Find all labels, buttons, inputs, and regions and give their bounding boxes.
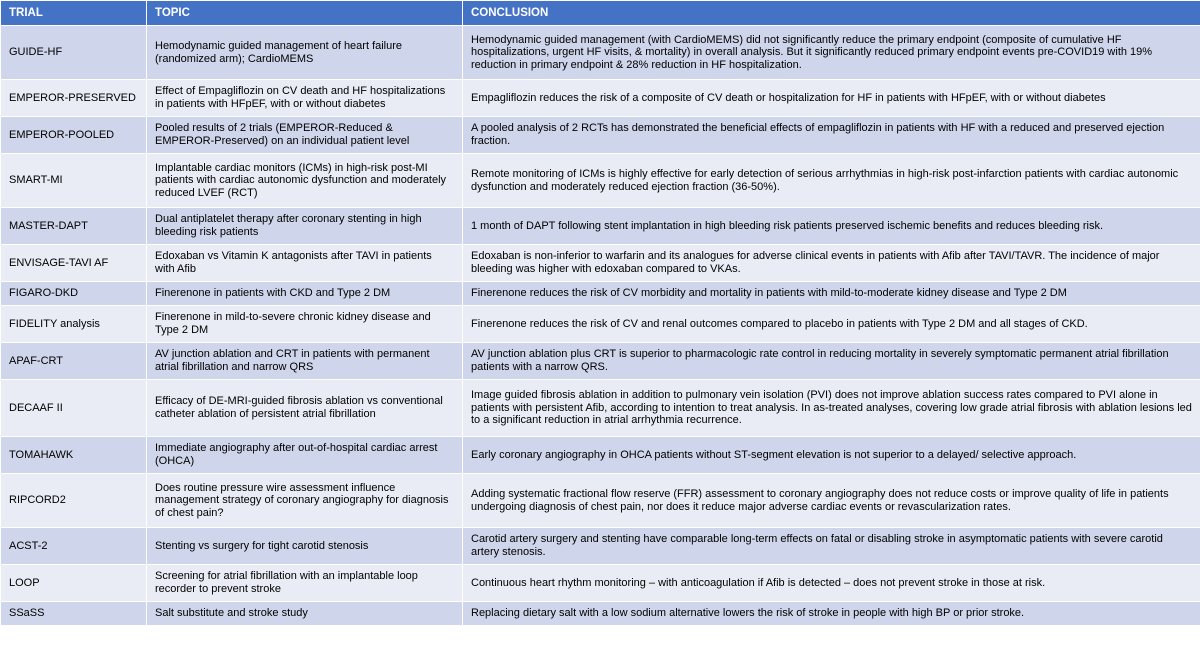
table-row — [1, 80, 1200, 117]
trial-cell: GUIDE-HF — [1, 26, 147, 80]
table-row — [1, 117, 1200, 154]
trial-cell: FIGARO-DKD — [1, 282, 147, 306]
conclusion-cell: Hemodynamic guided management (with CardioMEMS) did not significantly reduce the primary endpoint (composite of cumulative HF hospitalizations, urgent HF visits, & mortality) in overall analysis. But it significantly reduced primary endpoint events pre-COVID19 with 19% reduction in primary endpoint & 28% reduction in HF hospitalization. — [463, 26, 1200, 80]
topic-cell: Effect of Empagliflozin on CV death and HF hospitalizations in patients with HFpEF, with or without diabetes — [147, 80, 463, 117]
table-row — [1, 282, 1200, 306]
conclusion-cell: Carotid artery surgery and stenting have comparable long-term effects on fatal or disabling stroke in asymptomatic patients with severe carotid artery stenosis. — [463, 528, 1200, 565]
conclusion-cell: Remote monitoring of ICMs is highly effective for early detection of serious arrhythmias in high-risk post-infarction patients with cardiac autonomic dysfunction and moderately reduced ejection fraction (36-50%). — [463, 154, 1200, 208]
trial-cell: SSaSS — [1, 602, 147, 626]
header-trial: TRIAL — [1, 1, 147, 26]
table-row — [1, 26, 1200, 80]
conclusion-cell: Edoxaban is non-inferior to warfarin and its analogues for adverse clinical events in patients with Afib after TAVI/TAVR. The incidence of major bleeding was higher with edoxaban compared to VKAs. — [463, 245, 1200, 282]
trial-cell: RIPCORD2 — [1, 474, 147, 528]
topic-cell: Finerenone in mild-to-severe chronic kidney disease and Type 2 DM — [147, 306, 463, 343]
conclusion-cell: Image guided fibrosis ablation in addition to pulmonary vein isolation (PVI) does not improve ablation success rates compared to PVI alone in patients with persistent Afib, according to intention to treat analysis. In as-treated analyses, covering low grade atrial fibrosis with ablation lesions led to a significant reduction in atrial arrhythmia recurrence. — [463, 380, 1200, 437]
header-topic: TOPIC — [147, 1, 463, 26]
conclusion-cell: Empagliflozin reduces the risk of a composite of CV death or hospitalization for HF in patients with HFpEF, with or without diabetes — [463, 80, 1200, 117]
conclusion-cell: Finerenone reduces the risk of CV and renal outcomes compared to placebo in patients with Type 2 DM and all stages of CKD. — [463, 306, 1200, 343]
table-row — [1, 437, 1200, 474]
topic-cell: Efficacy of DE-MRI-guided fibrosis ablation vs conventional catheter ablation of persistent atrial fibrillation — [147, 380, 463, 437]
topic-cell: Edoxaban vs Vitamin K antagonists after TAVI in patients with Afib — [147, 245, 463, 282]
header-conclusion: CONCLUSION — [463, 1, 1200, 26]
conclusion-cell: Adding systematic fractional flow reserve (FFR) assessment to coronary angiography does not reduce costs or improve quality of life in patients undergoing diagnosis of chest pain, nor does it reduce major adverse cardiac events or revascularization rates. — [463, 474, 1200, 528]
table-row — [1, 208, 1200, 245]
table-header-row — [1, 1, 1200, 26]
trial-cell: MASTER-DAPT — [1, 208, 147, 245]
table-row — [1, 245, 1200, 282]
table-row — [1, 343, 1200, 380]
table-row — [1, 474, 1200, 528]
table-row — [1, 565, 1200, 602]
table-row — [1, 306, 1200, 343]
trial-cell: ENVISAGE-TAVI AF — [1, 245, 147, 282]
topic-cell: Finerenone in patients with CKD and Type 2 DM — [147, 282, 463, 306]
trial-cell: FIDELITY analysis — [1, 306, 147, 343]
topic-cell: Salt substitute and stroke study — [147, 602, 463, 626]
conclusion-cell: Finerenone reduces the risk of CV morbidity and mortality in patients with mild-to-moderate kidney disease and Type 2 DM — [463, 282, 1200, 306]
trial-cell: LOOP — [1, 565, 147, 602]
table-row — [1, 380, 1200, 437]
topic-cell: Implantable cardiac monitors (ICMs) in high-risk post-MI patients with cardiac autonomic dysfunction and moderately reduced LVEF (RCT) — [147, 154, 463, 208]
trial-cell: DECAAF II — [1, 380, 147, 437]
topic-cell: AV junction ablation and CRT in patients with permanent atrial fibrillation and narrow QRS — [147, 343, 463, 380]
conclusion-cell: Replacing dietary salt with a low sodium alternative lowers the risk of stroke in people with high BP or prior stroke. — [463, 602, 1200, 626]
conclusion-cell: Continuous heart rhythm monitoring – with anticoagulation if Afib is detected – does not prevent stroke in those at risk. — [463, 565, 1200, 602]
conclusion-cell: 1 month of DAPT following stent implantation in high bleeding risk patients preserved ischemic benefits and reduces bleeding risk. — [463, 208, 1200, 245]
trial-cell: ACST-2 — [1, 528, 147, 565]
trial-cell: EMPEROR-PRESERVED — [1, 80, 147, 117]
conclusion-cell: AV junction ablation plus CRT is superior to pharmacologic rate control in reducing mortality in severely symptomatic permanent atrial fibrillation patients with a narrow QRS. — [463, 343, 1200, 380]
topic-cell: Does routine pressure wire assessment influence management strategy of coronary angiography for diagnosis of chest pain? — [147, 474, 463, 528]
conclusion-cell: Early coronary angiography in OHCA patients without ST-segment elevation is not superior to a delayed/ selective approach. — [463, 437, 1200, 474]
trial-cell: SMART-MI — [1, 154, 147, 208]
trial-cell: TOMAHAWK — [1, 437, 147, 474]
conclusion-cell: A pooled analysis of 2 RCTs has demonstrated the beneficial effects of empagliflozin in patients with HF with a reduced and preserved ejection fraction. — [463, 117, 1200, 154]
topic-cell: Immediate angiography after out-of-hospital cardiac arrest (OHCA) — [147, 437, 463, 474]
topic-cell: Stenting vs surgery for tight carotid stenosis — [147, 528, 463, 565]
table-row — [1, 602, 1200, 626]
topic-cell: Hemodynamic guided management of heart failure (randomized arm); CardioMEMS — [147, 26, 463, 80]
trial-cell: EMPEROR-POOLED — [1, 117, 147, 154]
table-row — [1, 154, 1200, 208]
topic-cell: Dual antiplatelet therapy after coronary stenting in high bleeding risk patients — [147, 208, 463, 245]
topic-cell: Screening for atrial fibrillation with an implantable loop recorder to prevent stroke — [147, 565, 463, 602]
table-row — [1, 528, 1200, 565]
trial-cell: APAF-CRT — [1, 343, 147, 380]
topic-cell: Pooled results of 2 trials (EMPEROR-Reduced & EMPEROR-Preserved) on an individual patient level — [147, 117, 463, 154]
